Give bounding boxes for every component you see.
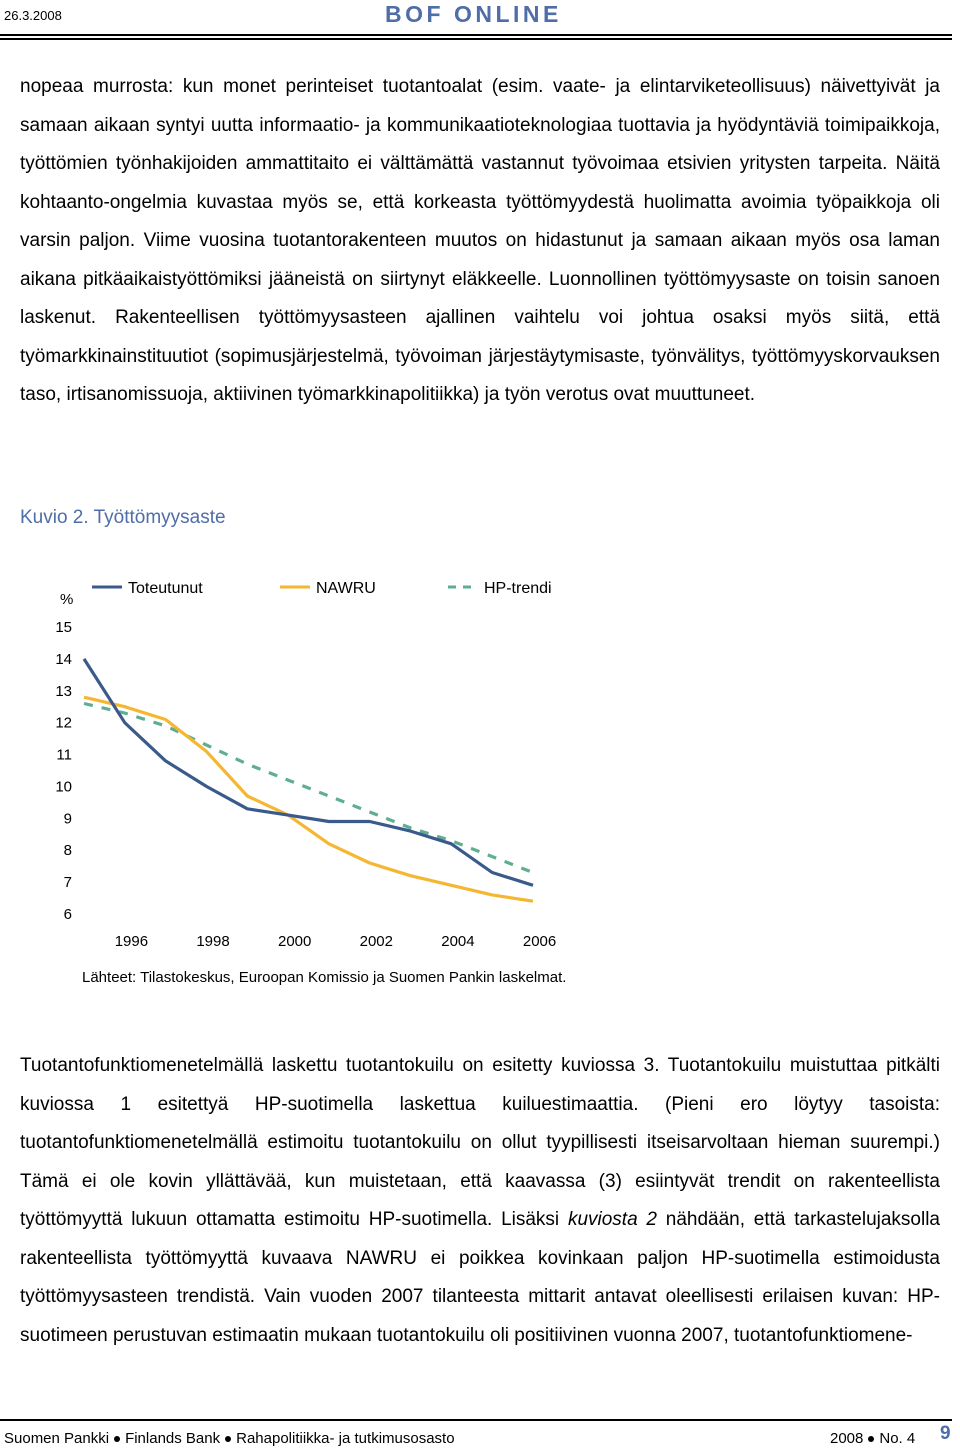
- series-line: [84, 659, 533, 885]
- paragraph-2-text-a: Tuotantofunktiomenetelmällä laskettu tuotantokuilu on esitetty kuviossa 3. Tuotantokuilu muistuttaa pitkälti kuviossa 1 esitettyä HP-suotimella laskettua kuiluestimaattia. (Pieni ero löytyy tasoista: tuotantofunktiomenetelmällä estimoitu tuotantokuilu on ollut tyypillisesti itseisarvoltaan hieman suurempi.) Tämä ei ole kovin yllättävää, kun muistetaan, että kaavassa (3) esiintyvät trendit on rakenteellista työttömyyttä lukuun ottamatta estimoitu HP-suotimella. Lisäksi: [20, 1055, 940, 1230]
- y-tick-label: 15: [55, 619, 72, 636]
- y-tick-label: 10: [55, 778, 72, 796]
- y-tick-label: 7: [63, 874, 72, 892]
- y-tick-label: 6: [63, 906, 72, 923]
- figure-title: Kuvio 2. Työttömyysaste: [20, 507, 226, 528]
- footer-org-sv: Finlands Bank: [125, 1430, 221, 1447]
- y-tick-label: 14: [55, 650, 72, 668]
- header-title: BOF ONLINE: [385, 1, 562, 27]
- figure-source: Lähteet: Tilastokeskus, Euroopan Komissio ja Suomen Pankin laskelmat.: [82, 969, 567, 986]
- header-rule: [0, 34, 952, 40]
- footer-issue: No. 4: [879, 1430, 916, 1447]
- x-tick-label: 1996: [114, 933, 149, 950]
- series-line: [84, 704, 533, 873]
- legend-label: HP-trendi: [484, 580, 552, 597]
- y-tick-label: 13: [55, 682, 72, 700]
- y-tick-label: 12: [55, 714, 72, 732]
- page-number: 9: [940, 1423, 951, 1444]
- y-axis-unit: %: [60, 591, 74, 608]
- paragraph-1: nopeaa murrosta: kun monet perinteiset tuotantoalat (esim. vaate- ja elintarviketeollisuus) näivettyivät ja samaan aikaan syntyi uutta informaatio- ja kommunikaatioteknologiaa tuottavia ja hyödyntäviä toimipaikkoja, työttömien työnhakijoiden ammattitaito ei välttämättä vastannut työvoimaa etsivien yritysten tarpeita. Näitä kohtaanto-ongelmia kuvastaa myös se, että korkeasta työttömyydestä huolimatta avoimia työpaikkoja oli varsin paljon. Viime vuosina tuotantorakenteen muutos on hidastunut ja samaan aikaan myös osa laman aikana pitkäaikaistyöttömiksi jääneistä on siirtynyt eläkkeelle. Luonnollinen työttömyysaste on toisin sanoen laskenut. Rakenteellisen työttömyysasteen ajallinen vaihtelu voi johtua osaksi myös siitä, että työmarkkinainstituutiot (sopimusjärjestelmä, työvoiman järjestäytymisaste, työnvälitys, työttömyyskorvauksen taso, irtisanomissuoja, aktiivinen työmarkkinapolitiikka) ja työn verotus ovat muuttuneet.: [20, 76, 940, 405]
- series-line: [84, 697, 533, 901]
- y-axis: [55, 591, 73, 923]
- unemployment-chart: [0, 560, 720, 1000]
- y-tick-label: 9: [63, 810, 72, 828]
- footer-left: [4, 1430, 455, 1447]
- x-axis: [115, 933, 557, 950]
- y-tick-label: 11: [56, 746, 72, 764]
- figure-reference: kuviosta 2: [567, 1209, 657, 1230]
- bullet-icon: [114, 1436, 120, 1442]
- chart-legend: [92, 580, 552, 597]
- legend-label: Toteutunut: [128, 580, 203, 597]
- x-tick-label: 1998: [196, 933, 230, 950]
- footer-year: 2008: [830, 1430, 864, 1447]
- bullet-icon: [868, 1436, 874, 1442]
- paragraph-2-text-b: nähdään, että tarkastelujaksolla rakenteellista työttömyyttä kuvaava NAWRU ei poikkea kovinkaan paljon HP-suotimella estimoidusta työttömyysasteen trendistä. Vain vuoden 2007 tilanteesta mittarit antavat oleellisesti erilaisen kuvan: HP-suotimeen perustuvan estimaatin mukaan tuotantokuilu oli positiivinen vuonna 2007, tuotantofunktiomene-: [20, 1209, 940, 1346]
- footer-department: Rahapolitiikka- ja tutkimusosasto: [236, 1430, 455, 1447]
- x-tick-label: 2002: [359, 933, 393, 950]
- legend-label: NAWRU: [316, 580, 376, 597]
- header-date: 26.3.2008: [4, 8, 62, 23]
- footer-rule: [0, 1419, 952, 1421]
- footer-right: [830, 1430, 915, 1447]
- x-tick-label: 2006: [522, 933, 557, 950]
- x-tick-label: 2004: [441, 933, 475, 950]
- y-tick-label: 8: [63, 842, 72, 860]
- bullet-icon: [225, 1436, 231, 1442]
- paragraph-2: [20, 1047, 940, 1355]
- x-tick-label: 2000: [277, 933, 312, 950]
- footer-org-fi: Suomen Pankki: [4, 1430, 110, 1447]
- plot-area: [84, 659, 533, 901]
